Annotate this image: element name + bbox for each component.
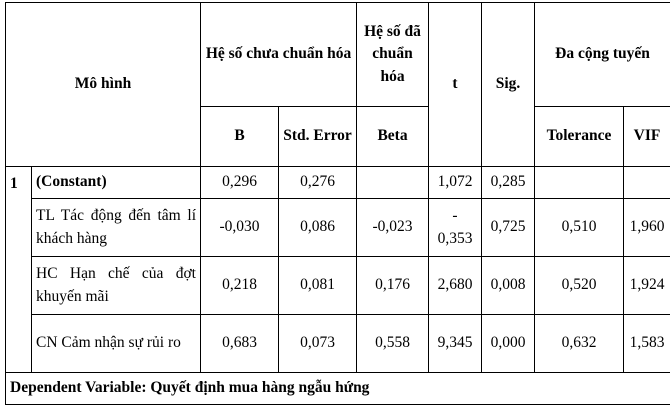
cell-beta: 0,176 bbox=[357, 257, 429, 315]
cell-std-error: 0,086 bbox=[279, 199, 357, 257]
cell-b: 0,218 bbox=[201, 257, 279, 315]
cell-sig: 0,008 bbox=[482, 257, 535, 315]
row-label-constant: (Constant) bbox=[32, 167, 201, 199]
header-sig: Sig. bbox=[482, 3, 535, 167]
cell-tolerance bbox=[535, 167, 624, 199]
table-row-tl bbox=[6, 199, 670, 257]
header-vif: VIF bbox=[624, 107, 670, 167]
cell-vif: 1,924 bbox=[624, 257, 670, 315]
cell-t bbox=[429, 199, 482, 257]
cell-vif: 1,583 bbox=[624, 315, 670, 373]
header-standardized-coefficients: Hệ số đã chuẩn hóa bbox=[357, 3, 429, 107]
row-label-hc: HC Hạn chế của đợt khuyến mãi bbox=[32, 257, 201, 315]
header-beta: Beta bbox=[357, 107, 429, 167]
cell-beta: 0,558 bbox=[357, 315, 429, 373]
cell-t: 2,680 bbox=[429, 257, 482, 315]
header-t: t bbox=[429, 3, 482, 167]
cell-tolerance: 0,520 bbox=[535, 257, 624, 315]
regression-coefficients-table bbox=[5, 2, 670, 405]
cell-t: 1,072 bbox=[429, 167, 482, 199]
cell-vif bbox=[624, 167, 670, 199]
header-std-error: Std. Error bbox=[279, 107, 357, 167]
header-collinearity: Đa cộng tuyến bbox=[535, 3, 670, 107]
cell-std-error: 0,276 bbox=[279, 167, 357, 199]
header-unstandardized-coefficients: Hệ số chưa chuẩn hóa bbox=[201, 3, 357, 107]
header-row-1 bbox=[6, 3, 670, 107]
table-row-hc bbox=[6, 257, 670, 315]
cell-sig: 0,285 bbox=[482, 167, 535, 199]
cell-std-error: 0,073 bbox=[279, 315, 357, 373]
cell-t-sign: - bbox=[452, 207, 458, 225]
dependent-variable-note: Dependent Variable: Quyết định mua hàng ngẫu hứng bbox=[6, 373, 670, 405]
header-tolerance: Tolerance bbox=[535, 107, 624, 167]
cell-t: 9,345 bbox=[429, 315, 482, 373]
cell-vif: 1,960 bbox=[624, 199, 670, 257]
header-model: Mô hình bbox=[6, 3, 201, 167]
row-label-tl: TL Tác động đến tâm lí khách hàng bbox=[32, 199, 201, 257]
model-number: 1 bbox=[6, 167, 32, 373]
cell-b: 0,296 bbox=[201, 167, 279, 199]
cell-tolerance: 0,632 bbox=[535, 315, 624, 373]
cell-t-value: 0,353 bbox=[437, 229, 473, 247]
header-b: B bbox=[201, 107, 279, 167]
row-label-cn: CN Cảm nhận sự rủi ro bbox=[32, 315, 201, 373]
table-row-constant bbox=[6, 167, 670, 199]
cell-std-error: 0,081 bbox=[279, 257, 357, 315]
cell-beta: -0,023 bbox=[357, 199, 429, 257]
cell-b: 0,683 bbox=[201, 315, 279, 373]
cell-b: -0,030 bbox=[201, 199, 279, 257]
cell-sig: 0,000 bbox=[482, 315, 535, 373]
regression-table-container bbox=[5, 2, 670, 405]
cell-tolerance: 0,510 bbox=[535, 199, 624, 257]
cell-beta bbox=[357, 167, 429, 199]
cell-sig: 0,725 bbox=[482, 199, 535, 257]
table-footer-row bbox=[6, 373, 670, 405]
table-row-cn bbox=[6, 315, 670, 373]
